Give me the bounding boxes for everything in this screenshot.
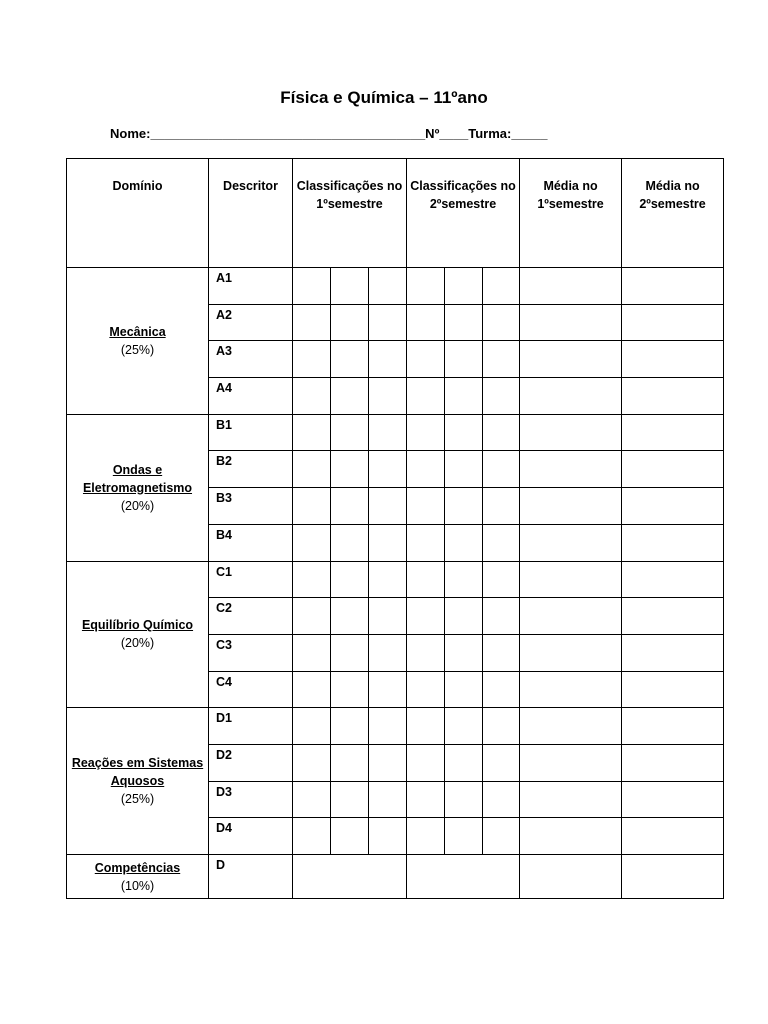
grade-cell-s1[interactable]	[369, 524, 407, 561]
grade-cell-s1[interactable]	[293, 598, 331, 635]
grade-cell-s2[interactable]	[445, 268, 483, 305]
grade-cell-s1[interactable]	[331, 524, 369, 561]
grade-cell-s1[interactable]	[369, 671, 407, 708]
grade-cell-s1[interactable]	[331, 414, 369, 451]
descriptor-cell: B4	[209, 524, 293, 561]
grade-cell-s2[interactable]	[483, 781, 520, 818]
average-cell-s1[interactable]	[520, 744, 622, 781]
grade-cell-s1[interactable]	[331, 634, 369, 671]
header-descritor: Descritor	[209, 159, 293, 268]
table-row	[67, 268, 724, 305]
grade-cell-s2[interactable]	[407, 304, 445, 341]
grade-cell-s2[interactable]	[483, 268, 520, 305]
grade-cell-s1[interactable]	[293, 451, 331, 488]
grade-cell-s1[interactable]	[369, 451, 407, 488]
average-cell-s1[interactable]	[520, 488, 622, 525]
descriptor-cell: D2	[209, 744, 293, 781]
grade-cell-s1[interactable]	[293, 488, 331, 525]
grade-cell-s1[interactable]	[293, 671, 331, 708]
grade-cell-s2[interactable]	[483, 488, 520, 525]
average-cell-s1[interactable]	[520, 304, 622, 341]
domain-weight: (25%)	[120, 342, 155, 357]
grade-cell-s1[interactable]	[369, 818, 407, 855]
grade-cell-s2[interactable]	[407, 378, 445, 415]
grade-cell-s2[interactable]	[445, 598, 483, 635]
grade-cell-s2[interactable]	[407, 488, 445, 525]
grade-cell-s1[interactable]	[293, 744, 331, 781]
grade-cell-s1[interactable]	[293, 708, 331, 745]
domain-cell	[67, 561, 209, 708]
domain-name: Equilíbrio Químico	[81, 618, 194, 633]
average-cell-s2[interactable]	[622, 781, 724, 818]
domain-cell	[67, 708, 209, 855]
average-cell-s2[interactable]	[622, 268, 724, 305]
domain-name: Reações em Sistemas Aquosos	[71, 756, 204, 789]
descriptor-cell: D3	[209, 781, 293, 818]
grade-cell-s2[interactable]	[407, 855, 520, 899]
descriptor-cell: A1	[209, 268, 293, 305]
grade-cell-s2[interactable]	[483, 598, 520, 635]
grade-cell-s2[interactable]	[483, 708, 520, 745]
grade-cell-s1[interactable]	[293, 378, 331, 415]
grade-cell-s2[interactable]	[407, 414, 445, 451]
average-cell-s1[interactable]	[520, 378, 622, 415]
table-row-competencias	[67, 855, 724, 899]
descriptor-cell: A2	[209, 304, 293, 341]
average-cell-s2[interactable]	[622, 855, 724, 899]
grade-cell-s2[interactable]	[483, 451, 520, 488]
domain-weight: (20%)	[120, 636, 155, 651]
average-cell-s2[interactable]	[622, 708, 724, 745]
grade-cell-s2[interactable]	[445, 634, 483, 671]
grade-cell-s2[interactable]	[407, 818, 445, 855]
grade-cell-s1[interactable]	[331, 708, 369, 745]
grade-cell-s2[interactable]	[445, 304, 483, 341]
grade-cell-s1[interactable]	[369, 744, 407, 781]
average-cell-s1[interactable]	[520, 708, 622, 745]
average-cell-s2[interactable]	[622, 818, 724, 855]
grade-cell-s1[interactable]	[369, 378, 407, 415]
average-cell-s1[interactable]	[520, 341, 622, 378]
average-cell-s1[interactable]	[520, 561, 622, 598]
grade-cell-s2[interactable]	[445, 451, 483, 488]
header-row	[67, 159, 724, 268]
table-row	[67, 561, 724, 598]
average-cell-s2[interactable]	[622, 378, 724, 415]
grade-cell-s1[interactable]	[369, 561, 407, 598]
grade-cell-s2[interactable]	[483, 634, 520, 671]
grade-cell-s2[interactable]	[445, 561, 483, 598]
grade-cell-s2[interactable]	[407, 671, 445, 708]
average-cell-s1[interactable]	[520, 598, 622, 635]
grade-cell-s2[interactable]	[407, 634, 445, 671]
grade-cell-s2[interactable]	[483, 671, 520, 708]
grade-cell-s1[interactable]	[331, 488, 369, 525]
header-media-2: Média no 2ºsemestre	[622, 159, 724, 268]
grade-cell-s1[interactable]	[293, 634, 331, 671]
grade-cell-s2[interactable]	[407, 341, 445, 378]
domain-cell	[67, 414, 209, 561]
average-cell-s2[interactable]	[622, 414, 724, 451]
average-cell-s2[interactable]	[622, 634, 724, 671]
grade-cell-s1[interactable]	[331, 818, 369, 855]
descriptor-cell: C4	[209, 671, 293, 708]
domain-weight: (10%)	[120, 878, 155, 893]
grade-cell-s1[interactable]	[369, 414, 407, 451]
grade-cell-s1[interactable]	[331, 378, 369, 415]
grade-cell-s2[interactable]	[483, 744, 520, 781]
grade-cell-s1[interactable]	[369, 304, 407, 341]
grades-table	[66, 158, 724, 899]
average-cell-s2[interactable]	[622, 451, 724, 488]
average-cell-s1[interactable]	[520, 268, 622, 305]
document-title: Física e Química – 11ºano	[280, 88, 488, 107]
domain-weight: (25%)	[120, 792, 155, 807]
descriptor-cell: C1	[209, 561, 293, 598]
grade-cell-s1[interactable]	[293, 781, 331, 818]
grade-cell-s1[interactable]	[369, 598, 407, 635]
grade-cell-s2[interactable]	[483, 524, 520, 561]
descriptor-cell: D	[209, 855, 293, 899]
grade-cell-s1[interactable]	[293, 561, 331, 598]
domain-name: Mecânica	[109, 324, 166, 339]
descriptor-cell: A3	[209, 341, 293, 378]
grade-cell-s1[interactable]	[331, 744, 369, 781]
grade-cell-s1[interactable]	[369, 488, 407, 525]
grade-cell-s2[interactable]	[445, 744, 483, 781]
descriptor-cell: A4	[209, 378, 293, 415]
grade-cell-s2[interactable]	[445, 708, 483, 745]
grade-cell-s2[interactable]	[407, 781, 445, 818]
header-classificacoes-1: Classificações no 1ºsemestre	[293, 159, 407, 268]
grade-cell-s2[interactable]	[445, 341, 483, 378]
domain-name: Competências	[94, 860, 181, 875]
grade-cell-s2[interactable]	[445, 524, 483, 561]
domain-weight: (20%)	[120, 498, 155, 513]
descriptor-cell: C2	[209, 598, 293, 635]
grade-cell-s2[interactable]	[407, 268, 445, 305]
average-cell-s1[interactable]	[520, 451, 622, 488]
grade-cell-s1[interactable]	[369, 634, 407, 671]
descriptor-cell: B2	[209, 451, 293, 488]
average-cell-s2[interactable]	[622, 744, 724, 781]
average-cell-s2[interactable]	[622, 561, 724, 598]
student-info-line: Nome:______________________________________Nº____Turma:_____	[110, 126, 548, 141]
grade-cell-s2[interactable]	[407, 451, 445, 488]
domain-cell	[67, 855, 209, 899]
table-row	[67, 414, 724, 451]
grade-cell-s2[interactable]	[483, 378, 520, 415]
grade-cell-s1[interactable]	[369, 781, 407, 818]
header-dominio: Domínio	[67, 159, 209, 268]
average-cell-s1[interactable]	[520, 634, 622, 671]
grade-cell-s1[interactable]	[331, 304, 369, 341]
grade-cell-s2[interactable]	[483, 341, 520, 378]
table-row	[67, 708, 724, 745]
grade-cell-s2[interactable]	[407, 744, 445, 781]
grade-cell-s1[interactable]	[331, 598, 369, 635]
grade-cell-s1[interactable]	[369, 268, 407, 305]
grade-cell-s2[interactable]	[445, 818, 483, 855]
grade-cell-s1[interactable]	[293, 855, 407, 899]
average-cell-s2[interactable]	[622, 488, 724, 525]
grade-cell-s1[interactable]	[293, 268, 331, 305]
grade-cell-s2[interactable]	[483, 304, 520, 341]
grade-cell-s2[interactable]	[445, 488, 483, 525]
grade-cell-s1[interactable]	[331, 268, 369, 305]
grade-cell-s1[interactable]	[331, 671, 369, 708]
domain-cell	[67, 268, 209, 415]
grade-cell-s1[interactable]	[293, 304, 331, 341]
grade-cell-s2[interactable]	[445, 378, 483, 415]
grade-cell-s1[interactable]	[293, 818, 331, 855]
domain-name: Ondas e Eletromagnetismo	[82, 462, 193, 495]
descriptor-cell: C3	[209, 634, 293, 671]
grade-cell-s2[interactable]	[407, 598, 445, 635]
grade-cell-s1[interactable]	[293, 524, 331, 561]
average-cell-s1[interactable]	[520, 781, 622, 818]
average-cell-s1[interactable]	[520, 855, 622, 899]
grade-cell-s2[interactable]	[445, 671, 483, 708]
descriptor-cell: D1	[209, 708, 293, 745]
header-classificacoes-2: Classificações no 2ºsemestre	[407, 159, 520, 268]
descriptor-cell: D4	[209, 818, 293, 855]
average-cell-s2[interactable]	[622, 598, 724, 635]
grade-cell-s1[interactable]	[293, 341, 331, 378]
grade-cell-s1[interactable]	[331, 561, 369, 598]
header-media-1: Média no 1ºsemestre	[520, 159, 622, 268]
average-cell-s2[interactable]	[622, 304, 724, 341]
grade-cell-s1[interactable]	[331, 451, 369, 488]
descriptor-cell: B3	[209, 488, 293, 525]
grade-cell-s1[interactable]	[369, 341, 407, 378]
average-cell-s1[interactable]	[520, 671, 622, 708]
grade-cell-s2[interactable]	[483, 414, 520, 451]
average-cell-s1[interactable]	[520, 818, 622, 855]
grade-cell-s2[interactable]	[445, 414, 483, 451]
grade-cell-s1[interactable]	[293, 414, 331, 451]
descriptor-cell: B1	[209, 414, 293, 451]
grade-cell-s2[interactable]	[407, 524, 445, 561]
average-cell-s2[interactable]	[622, 671, 724, 708]
average-cell-s1[interactable]	[520, 524, 622, 561]
grade-cell-s2[interactable]	[445, 781, 483, 818]
grade-cell-s1[interactable]	[331, 341, 369, 378]
grade-cell-s2[interactable]	[407, 708, 445, 745]
average-cell-s1[interactable]	[520, 414, 622, 451]
grade-cell-s2[interactable]	[483, 561, 520, 598]
grade-cell-s1[interactable]	[369, 708, 407, 745]
average-cell-s2[interactable]	[622, 524, 724, 561]
average-cell-s2[interactable]	[622, 341, 724, 378]
grade-cell-s2[interactable]	[407, 561, 445, 598]
grade-cell-s2[interactable]	[483, 818, 520, 855]
grade-cell-s1[interactable]	[331, 781, 369, 818]
